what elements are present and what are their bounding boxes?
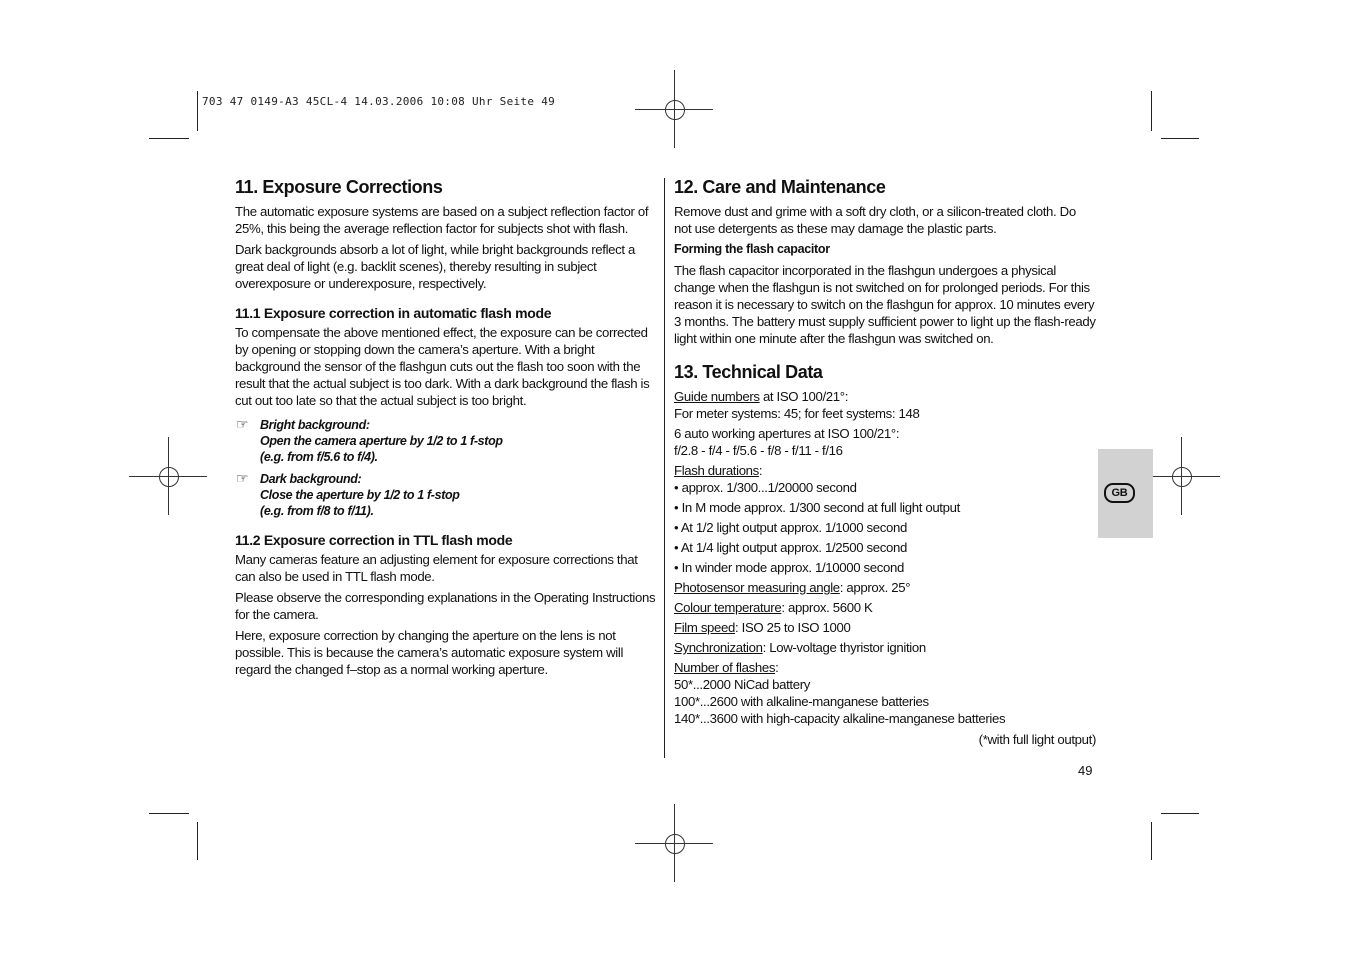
list-item: • At 1/4 light output approx. 1/2500 second (674, 540, 907, 555)
note-line: Close the aperture by 1/2 to 1 f-stop (260, 488, 460, 502)
registration-mark (635, 70, 715, 150)
note-bright-background (235, 417, 657, 465)
paragraph: Many cameras feature an adjusting element for exposure corrections that can also be used in TTL flash mode. (235, 552, 638, 584)
spec-label: 6 auto working apertures at ISO 100/21°: (674, 426, 900, 441)
spec-label: Colour temperature (674, 600, 782, 615)
subsection-title-ttl-flash: 11.2 Exposure correction in TTL flash mode (235, 532, 513, 548)
pointing-hand-icon: ☞ (236, 416, 249, 432)
right-column (674, 176, 1096, 751)
language-badge: GB (1104, 483, 1135, 503)
spec-photosensor (674, 579, 1096, 596)
registration-mark (635, 804, 715, 884)
spec-label: Guide numbers (674, 389, 760, 404)
left-column (235, 176, 657, 682)
subheading-forming-capacitor: Forming the flash capacitor (674, 242, 830, 256)
note-line: (e.g. from f/8 to f/11). (260, 504, 374, 518)
spec-colon: : (758, 463, 763, 478)
note-heading: Bright background: (260, 418, 370, 432)
registration-mark (129, 437, 209, 517)
registration-mark (1142, 437, 1222, 517)
footnote: (*with full light output) (978, 732, 1096, 747)
list-item: 140*...3600 with high-capacity alkaline-manganese batteries (674, 711, 1006, 726)
spec-number-of-flashes (674, 659, 1096, 676)
spec-value: : approx. 5600 K (781, 600, 873, 615)
paragraph: The flash capacitor incorporated in the flashgun undergoes a physical change when the flashgun is not switched on for prolonged periods. For this reason it is necessary to switch on the flashgun for approx. 10 minutes every 3 months. The battery must supply sufficient power to light up the flash-ready light within one minute after the flashgun was switched on. (674, 263, 1096, 346)
spec-value: : approx. 25° (839, 580, 911, 595)
paragraph: Please observe the corresponding explanations in the Operating Instructions for the camera. (235, 590, 656, 622)
crop-mark (1161, 138, 1199, 139)
note-line: Open the camera aperture by 1/2 to 1 f-stop (260, 434, 503, 448)
section-title-exposure-corrections: 11. Exposure Corrections (235, 177, 443, 197)
spec-value: : Low-voltage thyristor ignition (762, 640, 926, 655)
column-divider (664, 178, 665, 758)
technical-data-list (674, 388, 1096, 748)
crop-mark (197, 91, 198, 131)
spec-value: For meter systems: 45; for feet systems: 148 (674, 406, 920, 421)
paragraph: Here, exposure correction by changing the aperture on the lens is not possible. This is because the camera’s automatic exposure system will regard the changed f–stop as a normal working aperture. (235, 628, 624, 677)
spec-colon: : (775, 660, 779, 675)
spec-flash-durations (674, 462, 1096, 479)
spec-guide-numbers (674, 388, 1096, 405)
list-item: • At 1/2 light output approx. 1/1000 second (674, 520, 907, 535)
paragraph: To compensate the above mentioned effect, the exposure can be corrected by opening or stopping down the camera’s aperture. With a bright background the sensor of the flashgun cuts out the flash too soon with the result that the actual subject is too dark. With a dark background the flash is cut out too late so that the actual subject is too bright. (235, 325, 650, 408)
spec-value: at ISO 100/21°: (759, 389, 849, 404)
print-info-header: 703 47 0149-A3 45CL-4 14.03.2006 10:08 Uhr Seite 49 (202, 95, 556, 108)
spec-value: f/2.8 - f/4 - f/5.6 - f/8 - f/11 - f/16 (674, 443, 843, 458)
list-item: • In M mode approx. 1/300 second at full light output (674, 500, 960, 515)
crop-mark (197, 822, 198, 860)
list-item: • approx. 1/300...1/20000 second (674, 480, 857, 495)
pointing-hand-icon: ☞ (236, 470, 249, 486)
spec-label: Photosensor measuring angle (674, 580, 840, 595)
spec-synchronization (674, 639, 1096, 656)
spec-label: Number of flashes (674, 660, 776, 675)
list-item: • In winder mode approx. 1/10000 second (674, 560, 904, 575)
note-heading: Dark background: (260, 472, 362, 486)
list-item: 50*...2000 NiCad battery (674, 677, 811, 692)
paragraph: Remove dust and grime with a soft dry cloth, or a silicon-treated cloth. Do not use detergents as these may damage the plastic parts. (674, 204, 1076, 236)
section-title-technical-data: 13. Technical Data (674, 362, 823, 382)
crop-mark (149, 138, 189, 139)
spec-label: Synchronization (674, 640, 763, 655)
note-dark-background (235, 471, 657, 519)
language-tab (1098, 449, 1153, 538)
page-number: 49 (1078, 763, 1093, 778)
note-line: (e.g. from f/5.6 to f/4). (260, 450, 378, 464)
spec-colour-temperature (674, 599, 1096, 616)
section-title-care-maintenance: 12. Care and Maintenance (674, 177, 886, 197)
crop-mark (1151, 822, 1152, 860)
subsection-title-automatic-flash: 11.1 Exposure correction in automatic flash mode (235, 305, 552, 321)
crop-mark (1151, 91, 1152, 131)
spec-film-speed (674, 619, 1096, 636)
list-item: 100*...2600 with alkaline-manganese batteries (674, 694, 929, 709)
spec-label: Flash durations (674, 463, 759, 478)
paragraph: The automatic exposure systems are based on a subject reflection factor of 25%, this being the average reflection factor for subjects shot with flash. (235, 204, 649, 236)
crop-mark (149, 813, 189, 814)
spec-label: Film speed (674, 620, 735, 635)
crop-mark (1161, 813, 1199, 814)
paragraph: Dark backgrounds absorb a lot of light, while bright backgrounds reflect a great deal of light (e.g. backlit scenes), thereby resulting in subject overexposure or underexposure, respectively. (235, 242, 635, 291)
spec-value: : ISO 25 to ISO 1000 (735, 620, 851, 635)
